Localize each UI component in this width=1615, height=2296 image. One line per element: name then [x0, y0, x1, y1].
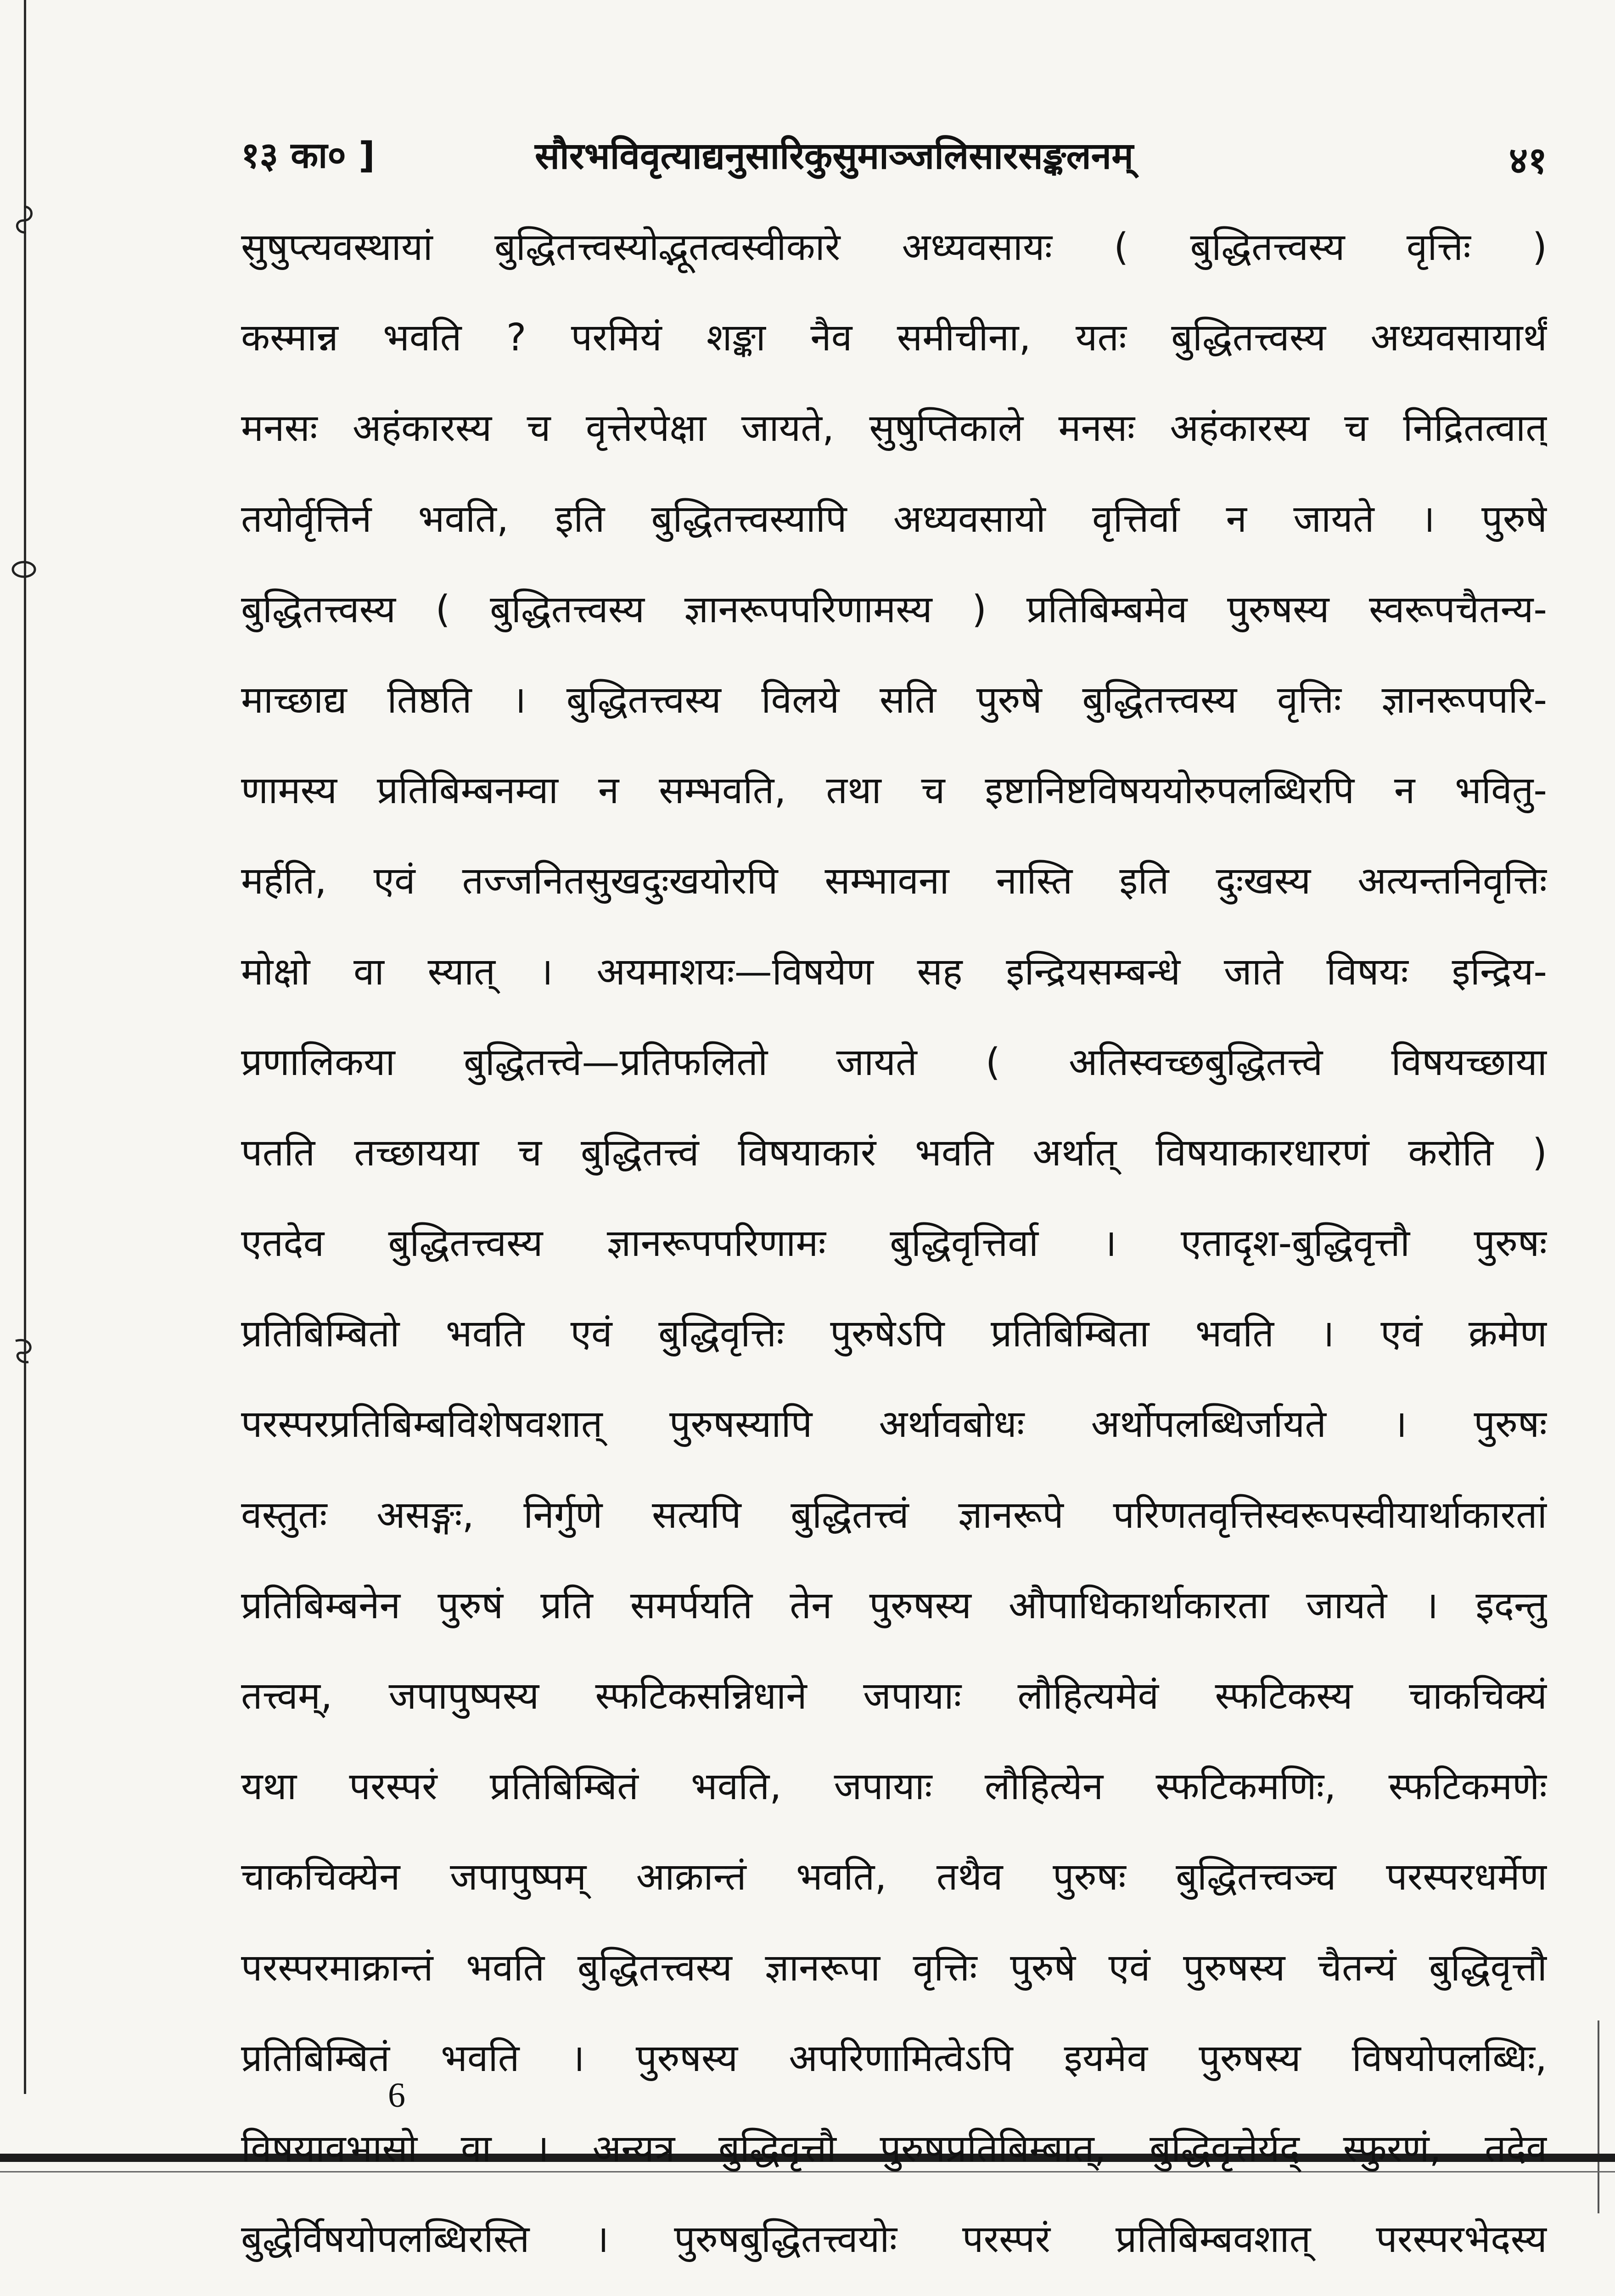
- text-line: बुद्धेर्विषयोपलब्धिरस्ति । पुरुषबुद्धितत्त्वयोः परस्परं प्रतिबिम्बवशात् परस्परभेदस्य: [241, 2217, 1547, 2262]
- text-line: णामस्य प्रतिबिम्बनम्वा न सम्भवति, तथा च इष्टानिष्टविषययोरुपलब्धिरपि न भवितु-: [241, 769, 1547, 813]
- text-line: तयोर्वृत्तिर्न भवति, इति बुद्धितत्त्वस्यापि अध्यवसायो वृत्तिर्वा न जायते । पुरुषे: [241, 497, 1547, 541]
- header-book-title: सौरभविवृत्याद्यनुसारिकुसुमाञ्जलिसारसङ्कलनम्: [535, 135, 1133, 177]
- header-section-ref: १३ का० ]: [241, 135, 375, 176]
- text-line: [241, 2285, 1547, 2296]
- text-line: तत्त्वम्, जपापुष्पस्य स्फटिकसन्निधाने जपायाः लौहित्यमेवं स्फटिकस्य चाकचिक्यं: [241, 1674, 1547, 1718]
- page-number: ४१: [1508, 139, 1547, 182]
- text-line: पतति तच्छायया च बुद्धितत्त्वं विषयाकारं भवति अर्थात् विषयाकारधारणं करोति ): [241, 1131, 1547, 1175]
- text-line: कस्मान्न भवति ? परमियं शङ्का नैव समीचीना, यतः बुद्धितत्त्वस्य अध्यवसायार्थं: [241, 316, 1547, 360]
- text-line: बुद्धितत्त्वस्य ( बुद्धितत्त्वस्य ज्ञानरूपपरिणामस्य ) प्रतिबिम्बमेव पुरुषस्य स्वरूपचैतन्य-: [241, 587, 1547, 631]
- text-line: मर्हति, एवं तज्जनितसुखदुःखयोरपि सम्भावना नास्ति इति दुःखस्य अत्यन्तनिवृत्तिः: [241, 859, 1547, 903]
- left-margin-rule: [24, 0, 26, 2094]
- binding-hole-mark-2: [6, 551, 42, 588]
- text-line: प्रतिबिम्बितं भवति । पुरुषस्य अपरिणामित्वेऽपि इयमेव पुरुषस्य विषयोपलब्धिः,: [241, 2036, 1547, 2080]
- text-line: परस्परप्रतिबिम्बविशेषवशात् पुरुषस्यापि अर्थावबोधः अर्थोपलब्धिर्जायते । पुरुषः: [241, 1402, 1547, 1446]
- text-line: प्रतिबिम्बनेन पुरुषं प्रति समर्पयति तेन पुरुषस्य औपाधिकार्थाकारता जायते । इदन्तु: [241, 1583, 1547, 1627]
- text-line: मनसः अहंकारस्य च वृत्तेरपेक्षा जायते, सुषुप्तिकाले मनसः अहंकारस्य च निद्रितत्वात्: [241, 406, 1547, 450]
- text-line: मोक्षो वा स्यात् । अयमाशयः—विषयेण सह इन्द्रियसम्बन्धे जाते विषयः इन्द्रिय-: [241, 950, 1547, 994]
- text-line: एतदेव बुद्धितत्त्वस्य ज्ञानरूपपरिणामः बुद्धिवृत्तिर्वा । एतादृश-बुद्धिवृत्तौ पुरुषः: [241, 1221, 1547, 1266]
- binding-hole-mark-1: [6, 202, 42, 239]
- text-line: यथा परस्परं प्रतिबिम्बितं भवति, जपायाः लौहित्येन स्फटिकमणिः, स्फटिकमणेः: [241, 1765, 1547, 1809]
- text-line: प्रणालिकया बुद्धितत्त्वे—प्रतिफलितो जायते ( अतिस्वच्छबुद्धितत्त्वे विषयच्छाया: [241, 1040, 1547, 1084]
- binding-hole-mark-3: [6, 1332, 42, 1368]
- signature-mark: 6: [388, 2076, 405, 2115]
- body-text: [241, 202, 1547, 2296]
- text-line: परस्परमाक्रान्तं भवति बुद्धितत्त्वस्य ज्ञानरूपा वृत्तिः पुरुषे एवं पुरुषस्य चैतन्यं बुद्धिवृत्तौ: [241, 1946, 1547, 1990]
- text-line: प्रतिबिम्बितो भवति एवं बुद्धिवृत्तिः पुरुषेऽपि प्रतिबिम्बिता भवति । एवं क्रमेण: [241, 1312, 1547, 1356]
- text-line: विषयावभासो वा । अन्यत्र बुद्धिवृत्तौ पुरुषप्रतिबिम्बात्, बुद्धिवृत्तेर्यद् स्फुरणं, तदेव: [241, 2127, 1547, 2171]
- text-line: माच्छाद्य तिष्ठति । बुद्धितत्त्वस्य विलये सति पुरुषे बुद्धितत्त्वस्य वृत्तिः ज्ञानरूपपरि-: [241, 678, 1547, 722]
- running-header: [241, 129, 1547, 185]
- text-line: सुषुप्त्यवस्थायां बुद्धितत्त्वस्योद्भूतत्वस्वीकारे अध्यवसायः ( बुद्धितत्त्वस्य वृत्तिः ): [241, 225, 1547, 269]
- text-line: वस्तुतः असङ्गः, निर्गुणे सत्यपि बुद्धितत्त्वं ज्ञानरूपे परिणतवृत्तिस्वरूपस्वीयार्थाकारतां: [241, 1493, 1547, 1537]
- text-line: चाकचिक्येन जपापुष्पम् आक्रान्तं भवति, तथैव पुरुषः बुद्धितत्त्वञ्च परस्परधर्मेण: [241, 1855, 1547, 1899]
- right-edge-rule: [1598, 2020, 1599, 2213]
